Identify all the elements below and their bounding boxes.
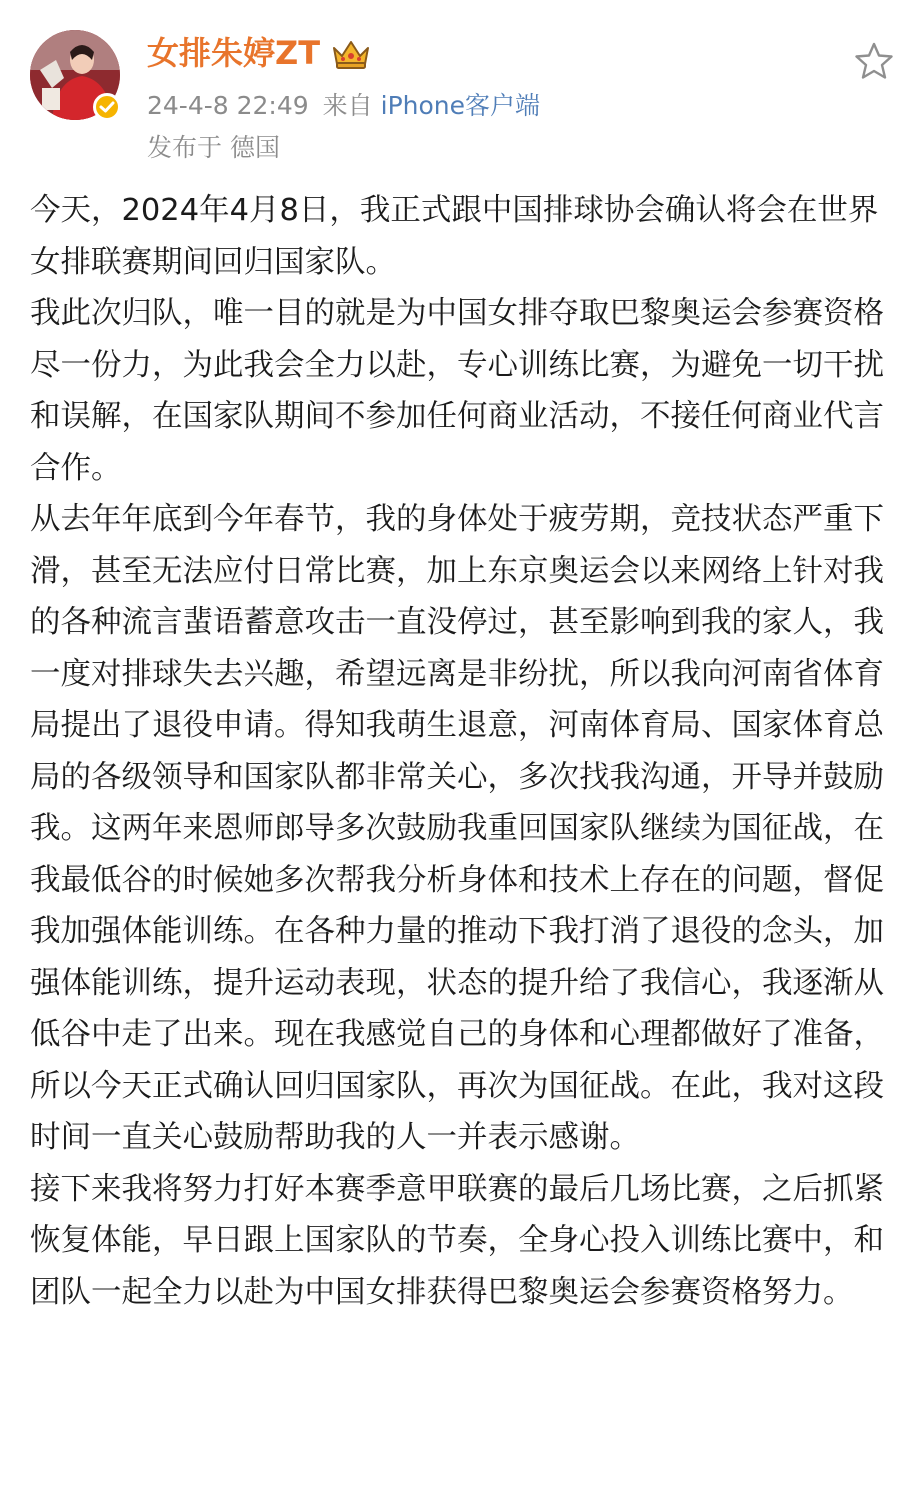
verified-badge-icon <box>93 93 121 121</box>
post-timestamp: 24-4-8 22:49 <box>147 91 309 120</box>
star-icon[interactable] <box>853 40 895 82</box>
post-content: 今天，2024年4月8日，我正式跟中国排球协会确认将会在世界女排联赛期间回归国家队。 我此次归队，唯一目的就是为中国女排夺取巴黎奥运会参赛资格尽一份力，为此我会全力以赴，专心训练比赛，为避免一切干扰和误解，在国家队期间不参加任何商业活动，不接任何商业代言合作。 从去年年底到今年春节，我的身体处于疲劳期，竞技状态严重下滑，甚至无法应付日常比赛，加上东京奥运会以来网络上针对我的各种流言蜚语蓄意攻击一直没停过，甚至影响到我的家人，我一度对排球失去兴趣，希望远离是非纷扰，所以我向河南省体育局提出了退役申请。得知我萌生退意，河南体育局、国家体育总局的各级领导和国家队都非常关心，多次找我沟通，开导并鼓励我。这两年来恩师郎导多次鼓励我重回国家队继续为国征战，在我最低谷的时候她多次帮我分析身体和技术上存在的问题，督促我加强体能训练。在各种力量的推动下我打消了退役的念头，加强体能训练，提升运动表现，状态的提升给了我信心，我逐渐从低谷中走了出来。现在我感觉自己的身体和心理都做好了准备，所以今天正式确认回归国家队，再次为国征战。在此，我对这段时间一直关心鼓励帮助我的人一并表示感谢。 接下来我将努力打好本赛季意甲联赛的最后几场比赛，之后抓紧恢复体能，早日跟上国家队的节奏，全身心投入训练比赛中，和团队一起全力以赴为中国女排获得巴黎奥运会参赛资格努力。 <box>30 193 884 1310</box>
post-location: 发布于 德国 <box>147 133 280 162</box>
username-link[interactable]: 女排朱婷ZT <box>147 34 321 72</box>
source-link[interactable]: iPhone客户端 <box>380 91 541 120</box>
source-prefix: 来自 <box>322 91 373 120</box>
crown-icon[interactable] <box>330 36 372 70</box>
post-header <box>0 0 922 180</box>
post-meta <box>147 86 540 126</box>
